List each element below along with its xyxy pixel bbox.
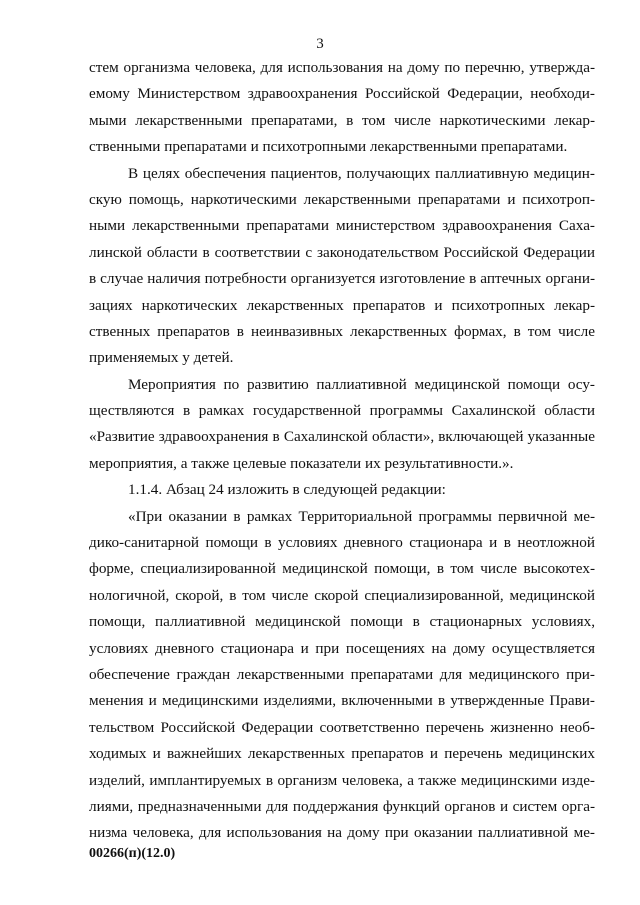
text-line: условиях дневного стационара и при посещениях на дому осуществляется xyxy=(89,639,595,657)
text-line: зациях наркотических лекарственных препаратов и психотропных лекар- xyxy=(89,296,595,314)
text-line: изделий, имплантируемых в организм человека, а также медицинскими изде- xyxy=(89,771,595,789)
text-line: «При оказании в рамках Территориальной программы первичной ме- xyxy=(128,507,595,525)
text-line: применяемых у детей. xyxy=(89,349,234,367)
text-line: форме, специализированной медицинской помощи, в том числе высокотех- xyxy=(89,560,595,578)
text-line: мыми лекарственными препаратами, в том числе наркотическими лекар- xyxy=(89,111,595,129)
text-line: обеспечение граждан лекарственными препаратами для медицинского при- xyxy=(89,665,595,683)
text-line: ходимых и важнейших лекарственных препаратов и перечень медицинских xyxy=(89,745,595,763)
text-line: ными лекарственными препаратами министерством здравоохранения Саха- xyxy=(89,217,595,235)
text-line: мероприятия, а также целевые показатели их результативности.». xyxy=(89,454,514,472)
text-line: ществляются в рамках государственной программы Сахалинской области xyxy=(89,402,595,420)
text-line: нологичной, скорой, в том числе скорой специализированной, медицинской xyxy=(89,586,595,604)
text-line: 1.1.4. Абзац 24 изложить в следующей редакции: xyxy=(128,481,446,499)
text-line: низма человека, для использования на дому при оказании паллиативной ме- xyxy=(89,824,595,842)
text-line: стем организма человека, для использования на дому по перечню, утвержда- xyxy=(89,59,595,76)
text-line: Мероприятия по развитию паллиативной медицинской помощи осу- xyxy=(128,375,595,393)
text-line: ственных препаратов в неинвазивных лекарственных формах, в том числе xyxy=(89,322,595,340)
text-line: В целях обеспечения пациентов, получающих паллиативную медицин- xyxy=(128,164,595,182)
document-code: 00266(п)(12.0) xyxy=(89,846,176,861)
text-line: лиями, предназначенными для поддержания функций органов и систем орга- xyxy=(89,797,595,815)
text-line: скую помощь, наркотическими лекарственными препаратами и психотроп- xyxy=(89,190,595,208)
text-line: линской области в соответствии с законодательством Российской Федерации xyxy=(89,243,595,261)
text-line: ственными препаратами и психотропными лекарственными препаратами. xyxy=(89,138,568,156)
text-line: в случае наличия потребности организуется изготовление в аптечных органи- xyxy=(89,270,595,288)
document-body xyxy=(89,55,595,847)
page-number: 3 xyxy=(316,36,324,52)
text-line: «Развитие здравоохранения в Сахалинской области», включающей указанные xyxy=(89,428,595,446)
text-line: менения и медицинскими изделиями, включенными в утвержденные Прави- xyxy=(89,692,595,710)
text-line: емому Министерством здравоохранения Российской Федерации, необходи- xyxy=(89,85,595,103)
text-line: дико-санитарной помощи в условиях дневного стационара и в неотложной xyxy=(89,534,595,552)
text-line: помощи, паллиативной медицинской помощи в стационарных условиях, xyxy=(89,613,595,631)
text-line: тельством Российской Федерации соответственно перечень жизненно необ- xyxy=(89,718,595,736)
